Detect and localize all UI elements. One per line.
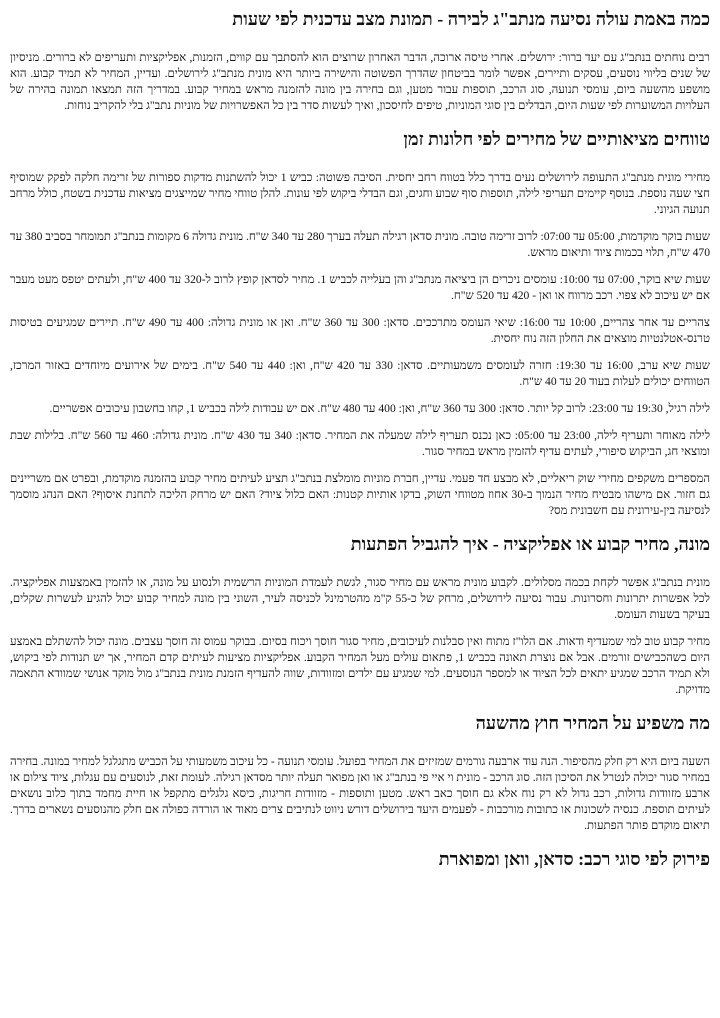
article xyxy=(10,0,710,870)
paragraph: צהריים עד אחר צהריים, 10:00 עד 16:00: שיאי העומס מתרככים. סדאן: 300 עד 360 ש"ח. ואן או מונית גדולה: 400 עד 490 ש"ח. תיירים שמגיעים בטיסות טרנס-אטלנטיות מוצאים את החלון הזה נוח יחסית. xyxy=(10,316,710,345)
paragraph: שעות שיא ערב, 16:00 עד 19:30: חזרה לעומסים משמעותיים. סדאן: 330 עד 420 ש"ח, ואן: 440 עד 540 ש"ח. בימים של אירועים מיוחדים באזור המרכז, הטווחים יכולים לעלות בעוד 20 עד 40 ש"ח. xyxy=(10,359,711,388)
section-heading-vehicle-types: פירוק לפי סוגי רכב: סדאן, וואן ומפוארת xyxy=(438,849,710,869)
paragraph: לילה רגיל, 19:30 עד 23:00: לרוב קל יותר. סדאן: 300 עד 360 ש"ח, ואן: 400 עד 480 ש"ח. אם יש עבודות לילה בכביש 1, קחו בחשבון עיכובים אפשריים. xyxy=(49,402,710,415)
paragraph: מחירי מונית מנתב"ג התעופה לירושלים נעים בדרך כלל בטווח רחב יחסית. הסיבה פשוטה: כביש 1 יכול להשתנות מדקות ספורות של זרימה חלקה לפקק שמוסיף חצי שעה נוספת. בנוסף קיימים תעריפי לילה, תוספות סוף שבוע וחגים, וגם הבדלי ביקוש לפי עונות. להלן טווחי מחיר שמייצגים מציאות עדכנית בשטח, כולל מרחב תנועה הגיוני. xyxy=(10,171,711,216)
paragraph: לילה מאוחר ותעריף לילה, 23:00 עד 05:00: כאן נכנס תעריף לילה שמעלה את המחיר. סדאן: 340 עד 430 ש"ח. מונית גדולה: 460 עד 560 ש"ח. בלילות שבת ומוצאי חג, הביקוש סיפורי, לעתים עדיף להזמין מראש במחיר סגור. xyxy=(10,429,711,458)
paragraph: מחיר קבוע טוב למי שמעדיף ודאות. אם הלו"ז מתוח ואין סבלנות לעיכובים, מחיר סגור חוסך ויכוח בסיום. בבוקר עמוס זה חוסך עצבים. מונה יכול להשתלם באמצע היום כשהכבישים זורמים. אבל אם נוצרת תאונה בכביש 1, פתאום עולים מעל המחיר הקבוע. אפליקציות מציעות לעיתים קדם המחיר, אך יש תנודות לפי ביקוש, ולא תמיד הרכב שמגיע יתאים לכל הציוד או למספר הנוסעים. למי שמגיע עם ילדים ומזוודות, שווה להעדיף הזמנת מונית בנתב"ג מול מוקד אנושי שמוודא התאמה מדויקת. xyxy=(10,635,710,696)
page-title: כמה באמת עולה נסיעה מנתב"ג לבירה - תמונת מצב עדכנית לפי שעות xyxy=(232,9,710,29)
paragraph: שעות בוקר מוקדמות, 05:00 עד 07:00: לרוב זרימה טובה. מונית סדאן רגילה תעלה בערך 280 עד 340 ש"ח. מונית גדולה 6 מקומות בנתב"ג תמומחר בסביב 380 עד 470 ש"ח, תלוי בכמות ציוד ותיאום מראש. xyxy=(10,230,710,259)
paragraph: השעה ביום היא רק חלק מהסיפור. הנה עוד ארבעה גורמים שמזיזים את המחיר בפועל. עומסי תנועה - כל עיכוב משמעותי על הכביש מתגלגל למחיר במונה. בחירה במחיר סגור יכולה לנטרל את הסיכון הזה. סוג הרכב - מונית וי איי פי בנתב"ג או ואן מפואר תעלה יותר מסדאן רגילה. לעומת זאת, לנוסעים עם עגלות, ציוד צילום או ארבע מזוודות גדולות, רכב גדול לא רק נוח אלא גם חוסך כאב ראש. מטען ותוספות - מזוודות חריגות, כיסא גלגלים מתקפל או חיית מחמד בתוך כלוב נושאים לעיתים תוספת. כנסיה לשכונות או כתובות מורכבות - לפעמים היעד בירושלים דורש ניווט לנתיבים צרים מאוד או הורדה כפולה אם חלק מהנוסעים נשארים בדרך. תיאום מוקדם פותר הפתעות. xyxy=(10,755,710,832)
section-heading-price-ranges: טווחים מציאותיים של מחירים לפי חלונות זמן xyxy=(403,129,710,149)
paragraph: המספרים משקפים מחירי שוק ריאליים, לא מבצע חד פעמי. עדיין, חברת מוניות מומלצת בנתב"ג תציע לעיתים מחיר קבוע בהזמנה מוקדמת, ובפרט אם משריינים גם חזור. אם מישהו מבטיח מחיר הנמוך ב-30 אחוז מטווחי השוק, בדקו אותיות קטנות: האם כלול ציוד? האם יש מרחק הליכה לתחנת איסוף? האם הנהג מוסמך לנסיעה בין-עירונית עם חשבונית מס? xyxy=(10,472,710,517)
paragraph: שעות שיא בוקר, 07:00 עד 10:00: עומסים ניכרים הן ביציאה מנתב"ג והן בעלייה לכביש 1. מחיר לסדאן קופץ לרוב ל-320 עד 400 ש"ח, ולעתים יטפס מעט מעבר אם יש עיכוב לא צפוי. רכב מרווח או ואן - 420 עד 520 ש"ח. xyxy=(10,273,711,302)
paragraph: מונית בנתב"ג אפשר לקחת בכמה מסלולים. לקבוע מונית מראש עם מחיר סגור, לגשת לעמדת המוניות הרשמית ולנסוע על מונה, או להזמין באמצעות אפליקציה. לכל אפשרות יתרונות וחסרונות. עבור נסיעה לירושלים, מרחק של כ-55 ק"מ מהטרמינל לכניסה לעיר, השוני בין מונה למחיר קבוע יכול להגיע לעשרות שקלים, בעיקר בשעות העומס. xyxy=(10,576,710,621)
section-heading-meter-vs-fixed: מונה, מחיר קבוע או אפליקציה - איך להגביל הפתעות xyxy=(350,534,710,554)
section-heading-price-factors: מה משפיע על המחיר חוץ מהשעה xyxy=(475,713,710,733)
intro-paragraph: רבים נוחתים בנתב"ג עם יעד ברור: ירושלים. אחרי טיסה ארוכה, הדבר האחרון שרוצים הוא להסתבך עם קווים, הזמנות, אפליקציות ותעריפים לא ברורים. מניסיון של שנים בליווי נוסעים, עסקים ותיירים, אפשר לומר בביטחון שהדרך הפשוטה והישירה ביותר היא מונית מנתב"ג לירושלים. ועדיין, המחיר לא תמיד קבוע. הוא מושפע מהשעה ביום, עומסי תנועה, סוג הרכב, תוספות עבור מטען, וגם בחירה בין מונה להזמנה מראש במחיר קבוע. במדריך הזה תמצאו תמונה בהירה של העלויות המשוערות לפי שעות היום, הבדלים בין סוגי המוניות, טיפים לחיסכון, ואיך לעשות סדר בין כל האפשרויות של מוניות נתב"ג בלי להקריב נוחות. xyxy=(10,51,710,112)
